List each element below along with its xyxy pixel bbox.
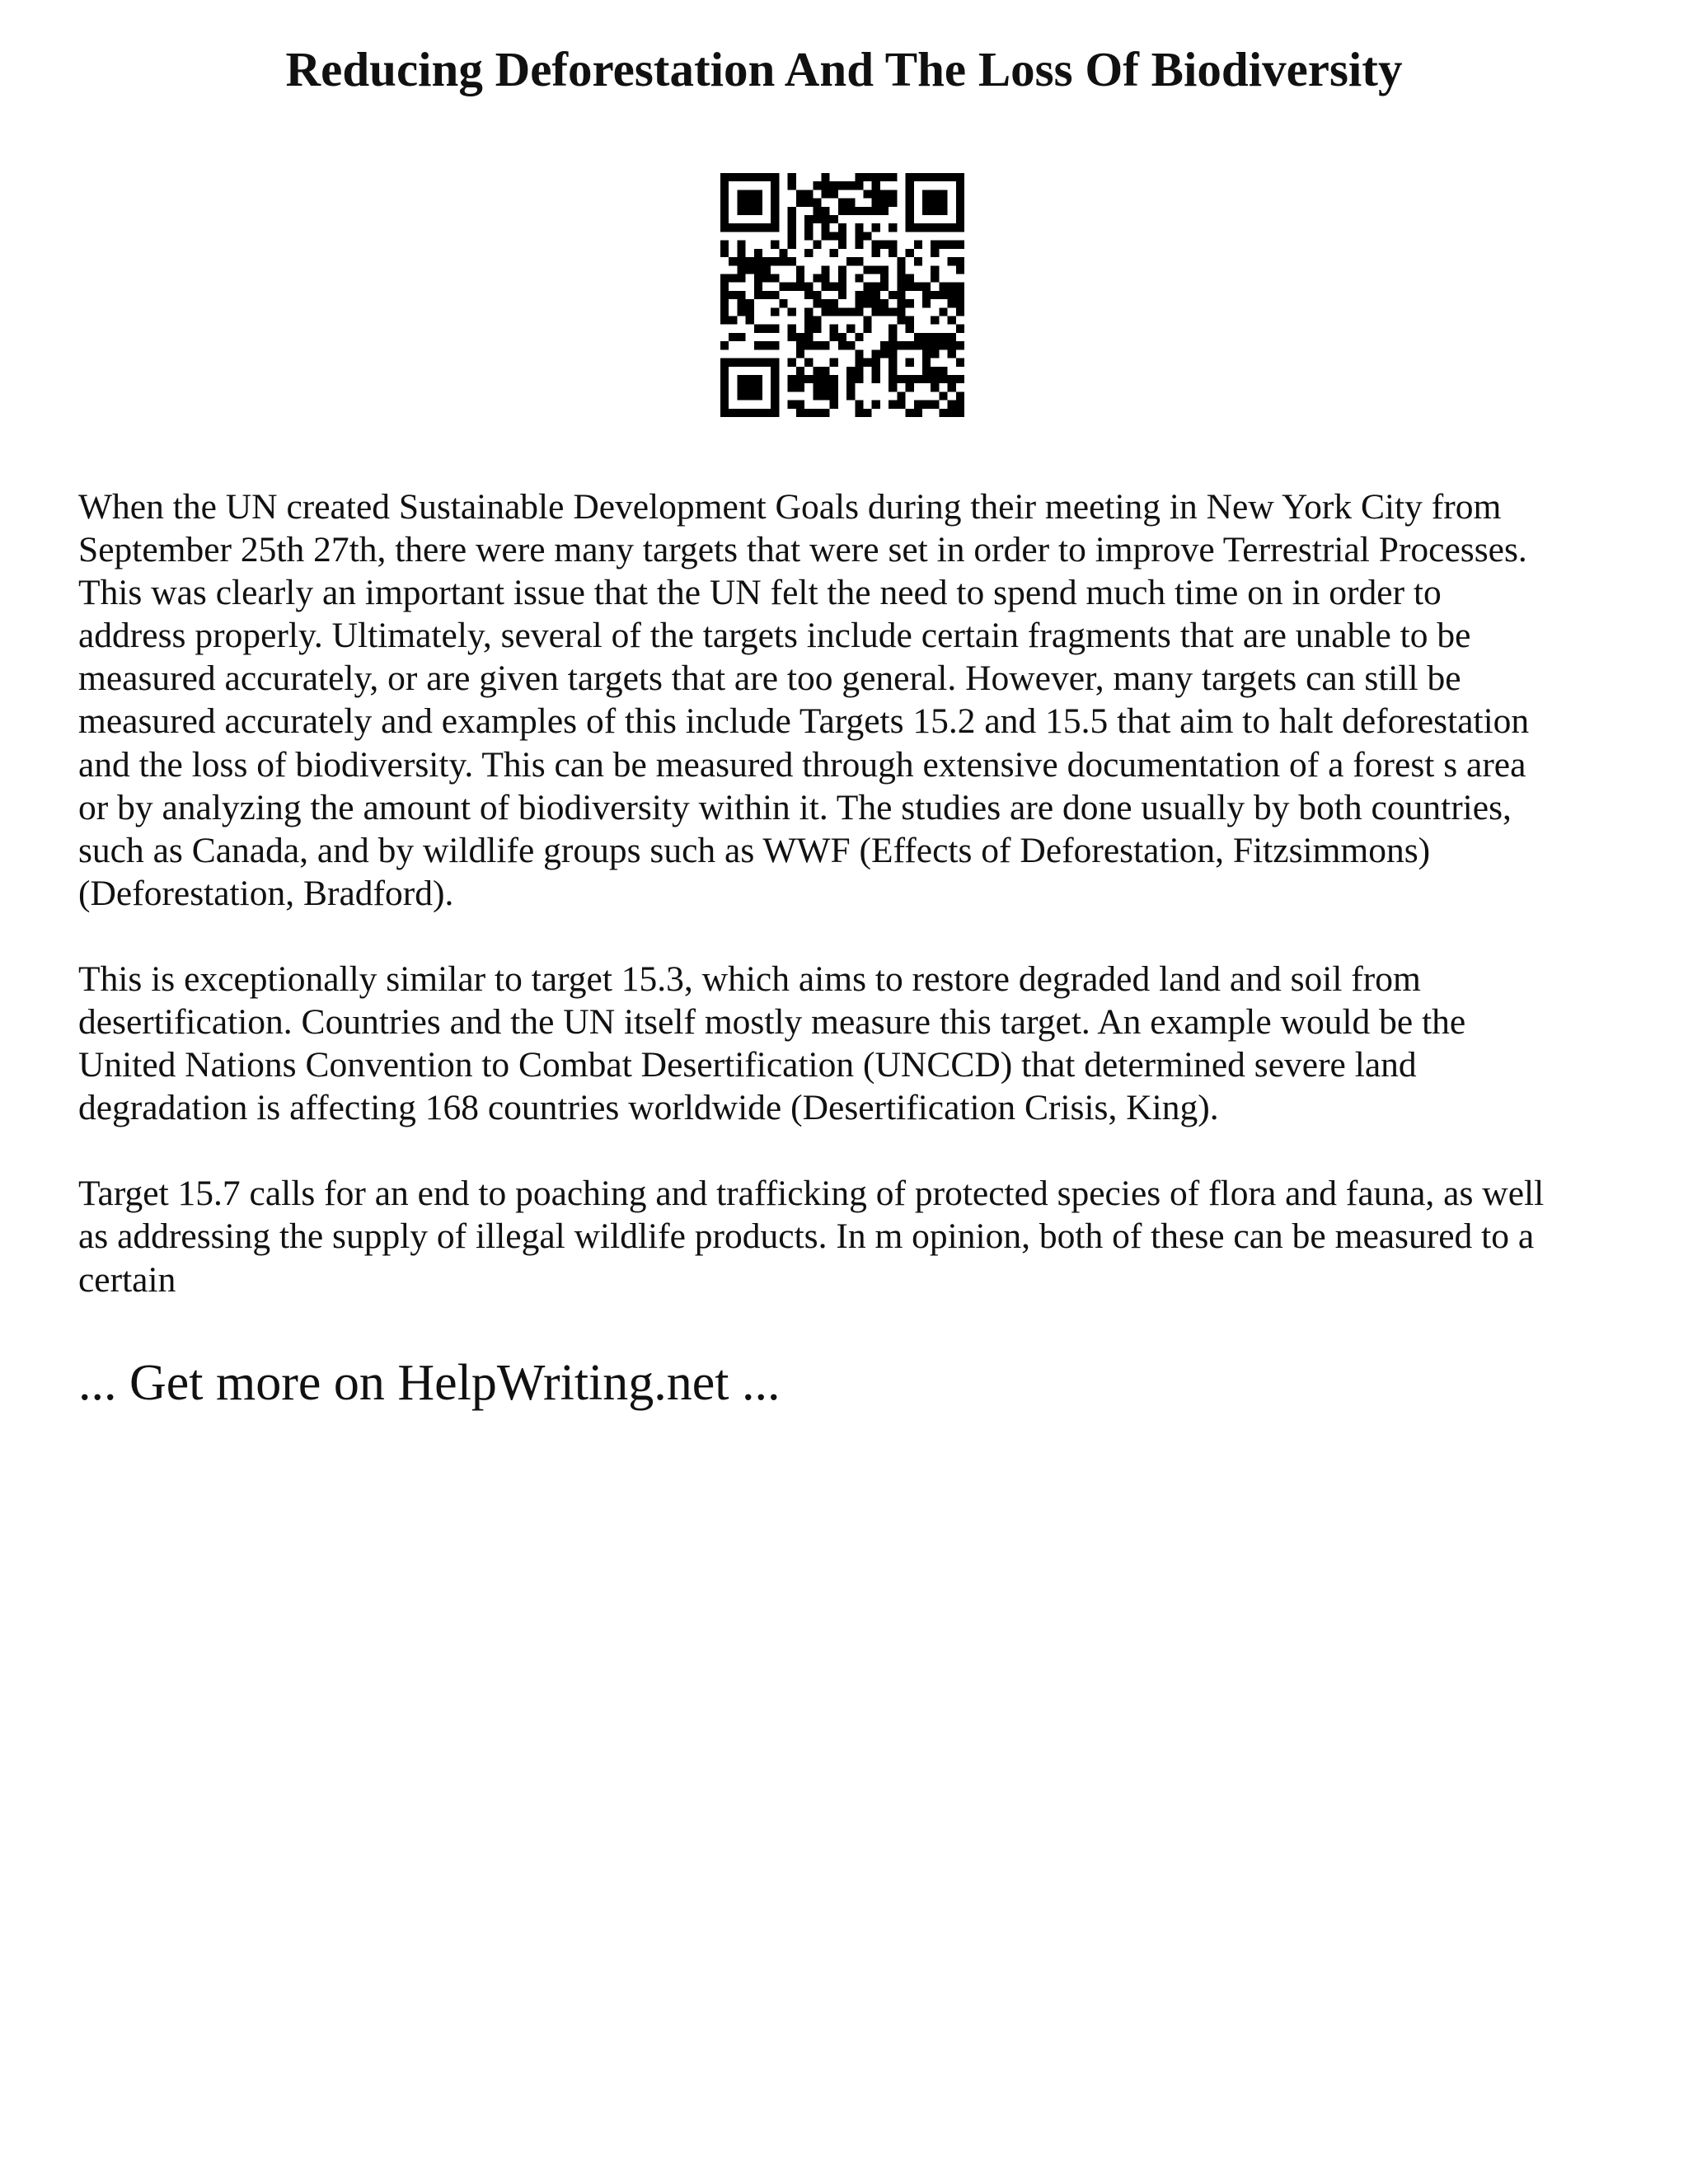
paragraph-line: measured accurately and examples of this include Targets 15.2 and 15.5 that aim to halt deforestation bbox=[78, 701, 1530, 742]
paragraph-line: degradation is affecting 168 countries worldwide (Desertification Crisis, King). bbox=[78, 1088, 1219, 1128]
paragraph-3 bbox=[78, 1172, 1628, 1301]
paragraph-line: (Deforestation, Bradford). bbox=[78, 873, 454, 913]
paragraph-line: This was clearly an important issue that the UN felt the need to spend much time on in order to bbox=[78, 573, 1442, 613]
paragraph-line: as addressing the supply of illegal wildlife products. In m opinion, both of these can be measured to a bbox=[78, 1216, 1535, 1257]
paragraph-line: This is exceptionally similar to target 15.3, which aims to restore degraded land and soil from bbox=[78, 958, 1421, 999]
qr-code-icon bbox=[720, 173, 964, 417]
paragraph-line: and the loss of biodiversity. This can be measured through extensive documentation of a forest s area bbox=[78, 744, 1526, 785]
document-body bbox=[78, 485, 1628, 1344]
paragraph-line: United Nations Convention to Combat Desertification (UNCCD) that determined severe land bbox=[78, 1045, 1417, 1085]
helpwriting-link[interactable]: ... Get more on HelpWriting.net ... bbox=[78, 1355, 781, 1411]
paragraph-line: or by analyzing the amount of biodiversity within it. The studies are done usually by both countries, bbox=[78, 787, 1512, 827]
paragraph-line: measured accurately, or are given targets that are too general. However, many targets can still be bbox=[78, 658, 1461, 699]
paragraph-2 bbox=[78, 958, 1628, 1129]
document-title: Reducing Deforestation And The Loss Of Biodiversity bbox=[285, 42, 1403, 96]
paragraph-line: certain bbox=[78, 1259, 176, 1300]
paragraph-line: September 25th 27th, there were many targets that were set in order to improve Terrestrial Processes. bbox=[78, 530, 1527, 570]
paragraph-1 bbox=[78, 485, 1628, 915]
paragraph-line: desertification. Countries and the UN itself mostly measure this target. An example would be the bbox=[78, 1002, 1466, 1043]
paragraph-line: such as Canada, and by wildlife groups such as WWF (Effects of Deforestation, Fitzsimmons) bbox=[78, 830, 1431, 870]
paragraph-line: Target 15.7 calls for an end to poaching and trafficking of protected species of flora and fauna, as well bbox=[78, 1174, 1545, 1214]
paragraph-line: When the UN created Sustainable Development Goals during their meeting in New York City from bbox=[78, 487, 1502, 527]
paragraph-line: address properly. Ultimately, several of the targets include certain fragments that are unable to be bbox=[78, 616, 1471, 656]
